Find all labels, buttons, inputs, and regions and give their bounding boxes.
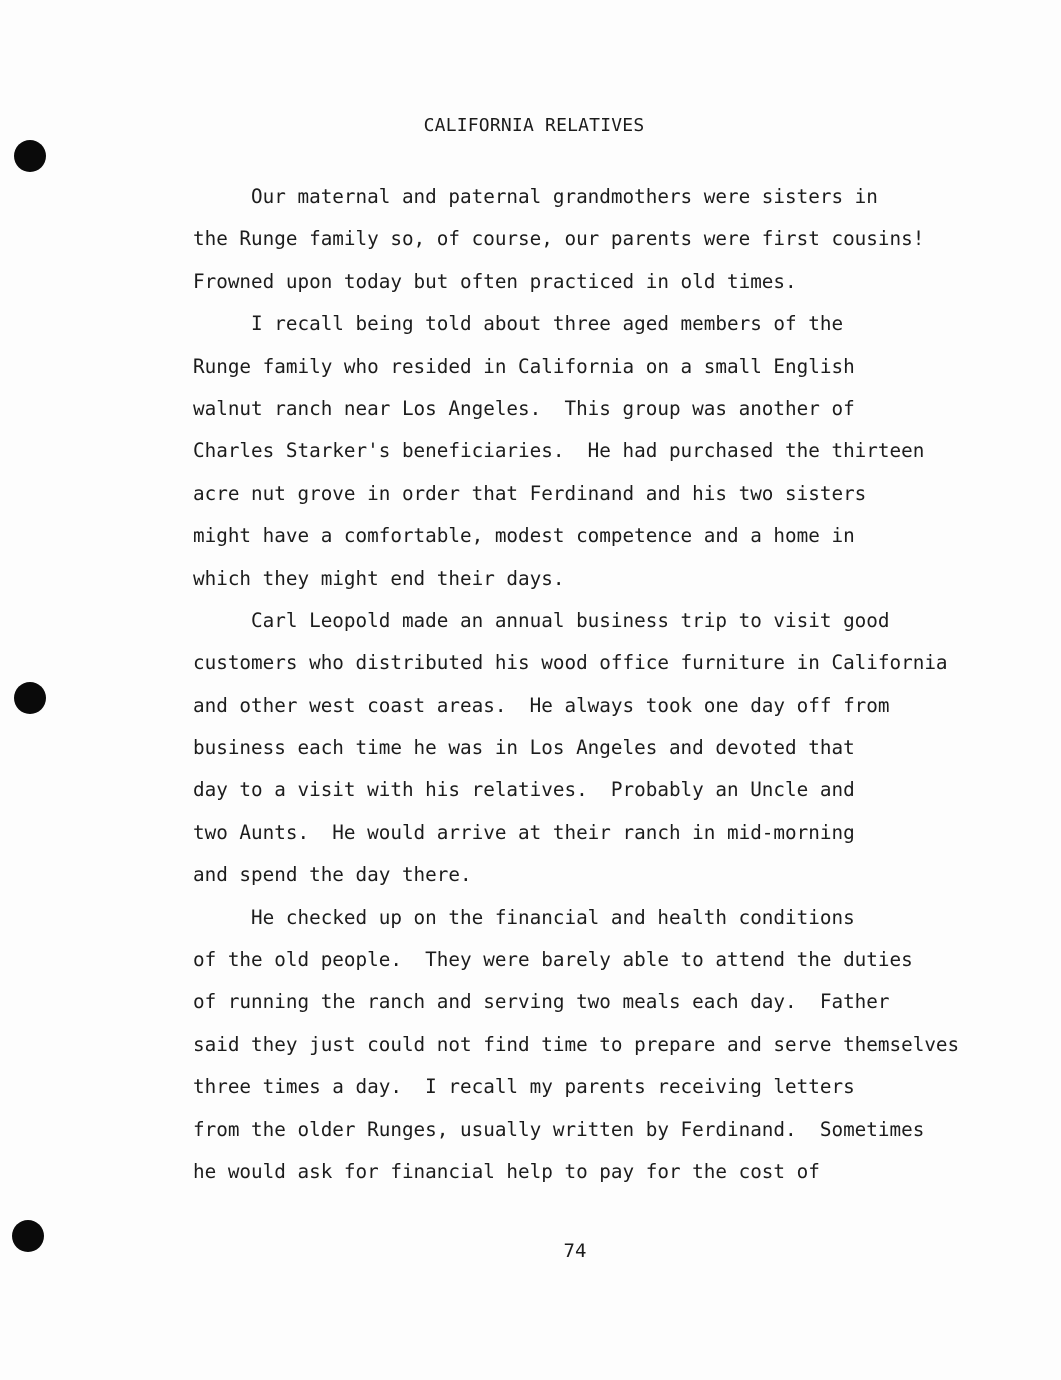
text-line: might have a comfortable, modest competence and a home in [193, 524, 855, 548]
text-line: Charles Starker's beneficiaries. He had purchased the thirteen [193, 439, 925, 463]
text-line: day to a visit with his relatives. Probably an Uncle and [193, 778, 855, 802]
page-number: 74 [563, 1240, 587, 1262]
text-line: customers who distributed his wood office furniture in California [193, 651, 948, 675]
text-line: and other west coast areas. He always took one day off from [193, 693, 890, 717]
text-line: Runge family who resided in California on a small English [193, 354, 855, 378]
text-line: two Aunts. He would arrive at their ranch in mid-morning [193, 820, 855, 844]
text-line: from the older Runges, usually written by Ferdinand. Sometimes [193, 1117, 925, 1141]
punch-hole-middle [14, 682, 46, 714]
text-line: of running the ranch and serving two meals each day. Father [193, 990, 890, 1014]
text-line: Carl Leopold made an annual business trip to visit good [193, 608, 890, 632]
body-text [193, 176, 1033, 1193]
text-line: he would ask for financial help to pay for the cost of [193, 1159, 820, 1183]
text-line: the Runge family so, of course, our parents were first cousins! [193, 227, 925, 251]
text-line: I recall being told about three aged members of the [193, 312, 844, 336]
punch-hole-top [14, 140, 46, 172]
text-line: walnut ranch near Los Angeles. This group was another of [193, 396, 855, 420]
text-line: Frowned upon today but often practiced in old times. [193, 269, 797, 293]
text-line: business each time he was in Los Angeles and devoted that [193, 736, 855, 760]
text-line: which they might end their days. [193, 566, 565, 590]
page-title: CALIFORNIA RELATIVES [423, 115, 645, 136]
text-line: acre nut grove in order that Ferdinand and his two sisters [193, 481, 867, 505]
text-line: He checked up on the financial and health conditions [193, 905, 855, 929]
text-line: Our maternal and paternal grandmothers were sisters in [193, 185, 878, 208]
text-line: three times a day. I recall my parents receiving letters [193, 1075, 855, 1099]
text-line: and spend the day there. [193, 863, 472, 887]
text-line: said they just could not find time to prepare and serve themselves [193, 1032, 960, 1056]
text-line: of the old people. They were barely able to attend the duties [193, 948, 913, 972]
